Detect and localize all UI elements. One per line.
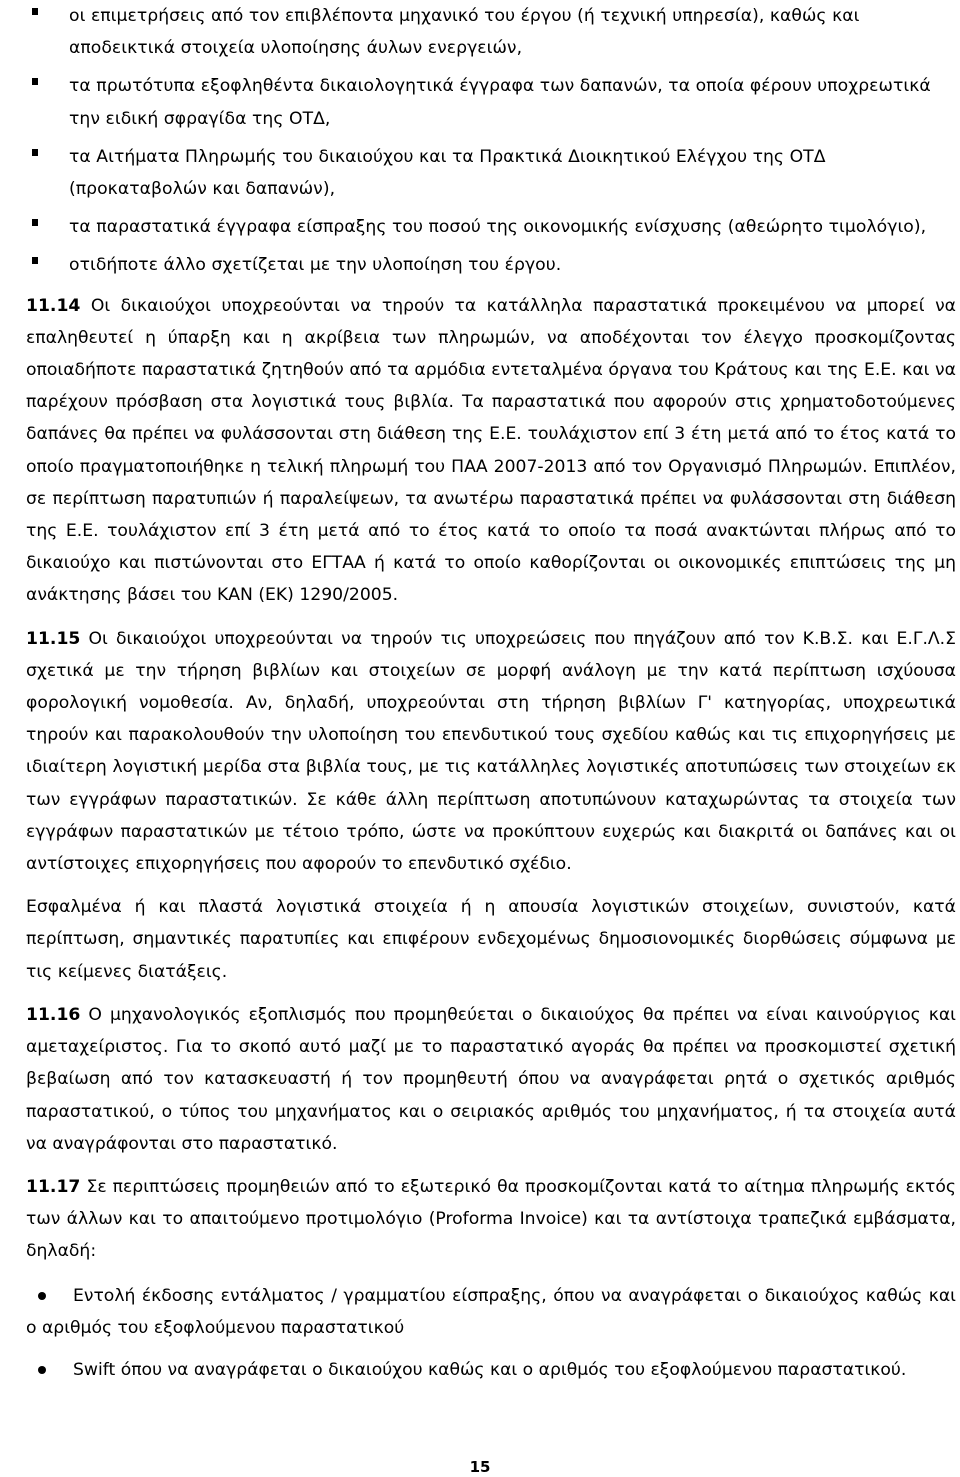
requirements-list bbox=[26, 0, 956, 282]
square-bullet-icon bbox=[32, 8, 38, 15]
list-item bbox=[26, 1280, 956, 1344]
section-11-15 bbox=[26, 623, 956, 881]
round-bullet-icon bbox=[38, 1292, 46, 1300]
list-item bbox=[26, 211, 956, 243]
list-item-text: οτιδήποτε άλλο σχετίζεται με την υλοποίηση του έργου. bbox=[69, 255, 562, 276]
section-11-14 bbox=[26, 290, 956, 612]
transfer-documents-list bbox=[26, 1280, 956, 1387]
section-number: 11.16 bbox=[26, 1004, 81, 1025]
square-bullet-icon bbox=[32, 78, 38, 85]
section-number: 11.14 bbox=[26, 295, 81, 316]
section-text: Ο μηχανολογικός εξοπλισμός που προμηθεύεται ο δικαιούχος θα πρέπει να είναι καινούργιος και αμεταχείριστος. Για το σκοπό αυτό μαζί με το παραστατικό αγοράς θα πρέπει να προσκομιστεί σχετική βεβαίωση από τον κατασκευαστή ή τον προμηθευτή όπου να αναγράφεται ρητά ο σχετικός αριθμός παραστατικού, ο τύπος του μηχανήματος και ο σειριακός αριθμός του μηχανήματος, ή τα στοιχεία αυτά να αναγράφονται στο παραστατικό. bbox=[26, 1004, 956, 1154]
list-item-text: οι επιμετρήσεις από τον επιβλέποντα μηχανικό του έργου (ή τεχνική υπηρεσία), καθώς και αποδεικτικά στοιχεία υλοποίησης άυλων ενεργειών, bbox=[69, 6, 860, 59]
section-number: 11.15 bbox=[26, 628, 81, 649]
round-bullet-icon bbox=[38, 1366, 46, 1374]
square-bullet-icon bbox=[32, 257, 38, 264]
square-bullet-icon bbox=[32, 219, 38, 226]
page-number: 15 bbox=[469, 1458, 491, 1476]
list-item bbox=[26, 70, 956, 134]
square-bullet-icon bbox=[32, 149, 38, 156]
section-text: Οι δικαιούχοι υποχρεούνται να τηρούν τα κατάλληλα παραστατικά προκειμένου να μπορεί να επαληθευτεί η ύπαρξη και η ακρίβεια των πληρωμών, να αποδέχονται τον έλεγχο προσκομίζοντας οποιαδήποτε παραστατικά ζητηθούν από τα αρμόδια εντεταλμένα όργανα του Κράτους και της Ε.Ε. και να παρέχουν πρόσβαση στα λογιστικά τους βιβλία. Τα παραστατικά που αφορούν στις χρηματοδοτούμενες δαπάνες θα πρέπει να φυλάσσονται στη διάθεση της Ε.Ε. τουλάχιστον επί 3 έτη μετά από το έτος κατά το οποίο πραγματοποιήθηκε η τελική πληρωμή του ΠΑΑ 2007-2013 από τον Οργανισμό Πληρωμών. Επιπλέον, σε περίπτωση παρατυπιών ή παραλείψεων, τα ανωτέρω παραστατικά πρέπει να φυλάσσονται στη διάθεση της Ε.Ε. τουλάχιστον επί 3 έτη μετά από το έτος κατά το οποίο τα ποσά ανακτώνται πλήρως από το δικαιούχο και πιστώνονται στο ΕΓΤΑΑ ή κατά το οποίο καθορίζονται οι οικονομικές επιπτώσεις της μη ανάκτησης βάσει του ΚΑΝ (ΕΚ) 1290/2005. bbox=[26, 295, 956, 606]
list-item-text: τα πρωτότυπα εξοφληθέντα δικαιολογητικά έγγραφα των δαπανών, τα οποία φέρουν υποχρεωτικά την ειδική σφραγίδα της ΟΤΔ, bbox=[69, 76, 931, 129]
section-text: Οι δικαιούχοι υποχρεούνται να τηρούν τις υποχρεώσεις που πηγάζουν από τον Κ.Β.Σ. και Ε.Γ.Λ.Σ σχετικά με την τήρηση βιβλίων και στοιχείων σε μορφή ανάλογη με την κατά περίπτωση ισχύουσα φορολογική νομοθεσία. Αν, δηλαδή, υποχρεούνται στη τήρηση βιβλίων Γ' κατηγορίας, υποχρεωτικά τηρούν και παρακολουθούν την υλοποίηση του επενδυτικού τους σχεδίου καθώς και τις επιχορηγήσεις με ιδιαίτερη λογιστική μερίδα στα βιβλία τους, με τις κατάλληλες λογιστικές αποτυπώσεις των στοιχείων εκ των εγγράφων παραστατικών. Σε κάθε άλλη περίπτωση αποτυπώνουν καταχωρώντας τα στοιχεία των εγγράφων παραστατικών με τέτοιο τρόπο, ώστε να προκύπτουν ευχερώς και διακριτά οι δαπάνες και οι αντίστοιχες επιχορηγήσεις που αφορούν το επενδυτικό σχέδιο. bbox=[26, 628, 956, 875]
list-item-text: Εντολή έκδοσης εντάλματος / γραμματίου είσπραξης, όπου να αναγράφεται ο δικαιούχος καθώς και ο αριθμός του εξοφλούμενου παραστατικού bbox=[26, 1285, 956, 1338]
list-item-text: τα Αιτήματα Πληρωμής του δικαιούχου και τα Πρακτικά Διοικητικού Ελέγχου της ΟΤΔ (προκαταβολών και δαπανών), bbox=[69, 146, 826, 200]
section-11-15-continued bbox=[26, 891, 956, 988]
list-item-text: Swift όπου να αναγράφεται ο δικαιούχου καθώς και ο αριθμός του εξοφλούμενου παραστατικού. bbox=[73, 1359, 907, 1380]
list-item bbox=[26, 249, 956, 281]
list-item-text: τα παραστατικά έγγραφα είσπραξης του ποσού της οικονομικής ενίσχυσης (αθεώρητο τιμολόγιο), bbox=[69, 217, 927, 238]
document-body bbox=[26, 0, 956, 1396]
list-item bbox=[26, 141, 956, 205]
section-11-16 bbox=[26, 999, 956, 1160]
section-text: Σε περιπτώσεις προμηθειών από το εξωτερικό θα προσκομίζονται κατά το αίτημα πληρωμής εκτός των άλλων και το απαιτούμενο προτιμολόγιο (Proforma Invoice) και τα αντίστοιχα τραπεζικά εμβάσματα, δηλαδή: bbox=[26, 1176, 956, 1262]
section-11-17 bbox=[26, 1171, 956, 1268]
list-item bbox=[26, 1354, 956, 1386]
list-item bbox=[26, 0, 956, 64]
section-text: Εσφαλμένα ή και πλαστά λογιστικά στοιχεία ή η απουσία λογιστικών στοιχείων, συνιστούν, κατά περίπτωση, σημαντικές παρατυπίες και επιφέρουν ενδεχομένως δημοσιονομικές διορθώσεις σύμφωνα με τις κείμενες διατάξεις. bbox=[26, 897, 956, 982]
section-number: 11.17 bbox=[26, 1176, 81, 1197]
